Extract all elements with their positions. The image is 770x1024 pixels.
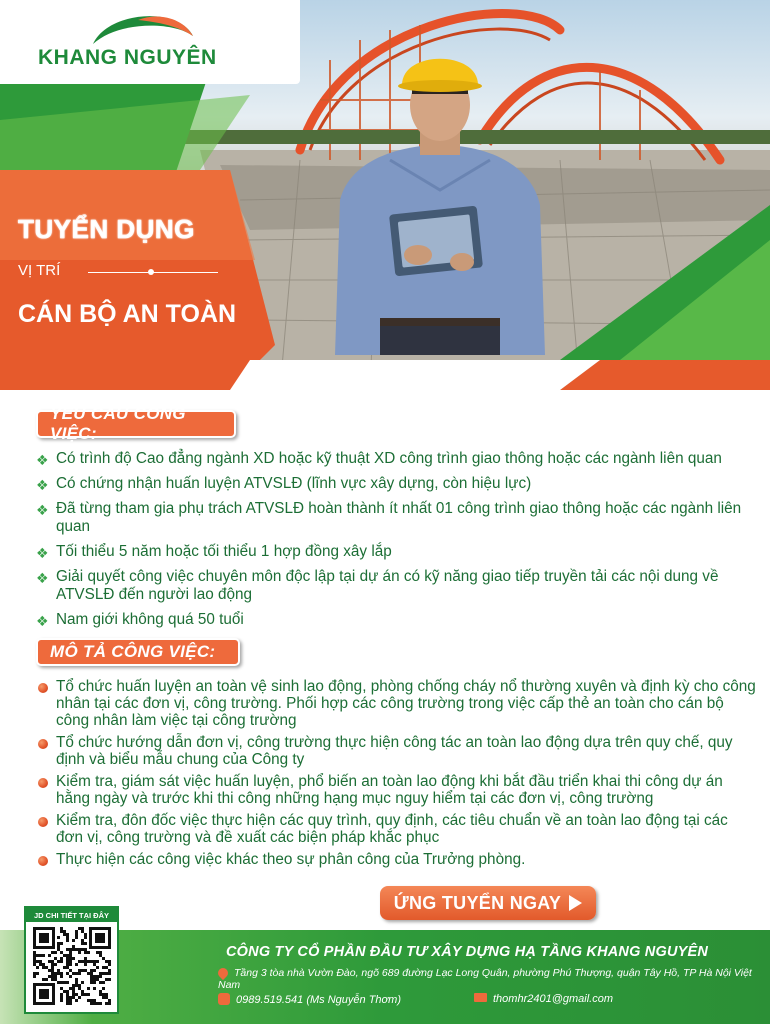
apply-now-button[interactable] [380, 886, 596, 920]
job-position-title: CÁN BỘ AN TOÀN [18, 300, 237, 328]
description-list [36, 678, 756, 873]
description-heading: MÔ TẢ CÔNG VIỆC: [36, 638, 240, 666]
list-item: ❖ Tối thiểu 5 năm hoặc tối thiểu 1 hợp đồng xây lắp [36, 543, 392, 561]
list-item: Kiểm tra, giám sát việc huấn luyện, phổ biến an toàn lao động khi bắt đầu triển khai thi công dự án hằng ngày và trước khi thi công những hạng mục nguy hiểm tại các đơn vị, công trường [36, 773, 756, 807]
requirements-heading: YÊU CẦU CÔNG VIỆC: [36, 410, 236, 438]
phone-icon [218, 993, 230, 1005]
company-logo-text: KHANG NGUYÊN [38, 46, 217, 69]
dot-bullet-icon [38, 856, 48, 866]
list-item: ❖ Nam giới không quá 50 tuổi [36, 611, 244, 629]
diamond-bullet-icon: ❖ [36, 477, 49, 493]
diamond-bullet-icon: ❖ [36, 502, 49, 518]
dot-bullet-icon [38, 778, 48, 788]
contact-email[interactable]: thomhr2401@gmail.com [474, 993, 613, 1005]
list-item: ❖ Có chứng nhận huấn luyện ATVSLĐ (lĩnh vực xây dựng, còn hiệu lực) [36, 475, 532, 493]
requirements-list [36, 450, 756, 636]
dot-bullet-icon [38, 739, 48, 749]
list-item: ❖ Giải quyết công việc chuyên môn độc lập tại dự án có kỹ năng giao tiếp truyền tải các nội dung về ATVSLĐ đến người lao động [36, 568, 719, 603]
contact-phone[interactable]: 0989.519.541 (Ms Nguyễn Thơm) [218, 993, 401, 1006]
hero-banner [0, 0, 770, 390]
company-address: Tầng 3 tòa nhà Vườn Đào, ngõ 689 đường Lạc Long Quân, phường Phú Thượng, quận Tây Hồ, TP Hà Nội Việt Nam [218, 967, 770, 991]
list-item: ❖ Có trình độ Cao đẳng ngành XD hoặc kỹ thuật XD công trình giao thông hoặc các ngành liên quan [36, 450, 722, 468]
diamond-bullet-icon: ❖ [36, 570, 49, 586]
list-item: Tổ chức huấn luyện an toàn vệ sinh lao động, phòng chống cháy nổ thường xuyên và định kỳ cho công nhân tại các đơn vị, công trường. Phối hợp các công trường trong việc cấp thẻ an toàn cho cán bộ công nhân làm việc tại công trường [36, 678, 756, 729]
qr-code-panel[interactable] [24, 906, 119, 1014]
hero-title: TUYỂN DỤNG [18, 214, 195, 244]
logo-panel [0, 0, 300, 84]
diamond-bullet-icon: ❖ [36, 545, 49, 561]
location-pin-icon [216, 966, 230, 980]
dot-bullet-icon [38, 817, 48, 827]
list-item: Thực hiện các công việc khác theo sự phân công của Trưởng phòng. [36, 851, 756, 868]
list-item: Tổ chức hướng dẫn đơn vị, công trường thực hiện công tác an toàn lao động dựa trên quy chế, quy định và biểu mẫu chung của Công ty [36, 734, 756, 768]
dot-bullet-icon [38, 683, 48, 693]
list-item: ❖ Đã từng tham gia phụ trách ATVSLĐ hoàn thành ít nhất 01 công trình giao thông hoặc các ngành liên quan [36, 500, 742, 535]
qr-label: JD CHI TIẾT TẠI ĐÂY [26, 908, 117, 922]
hero-subtitle: VỊ TRÍ [18, 262, 61, 279]
diamond-bullet-icon: ❖ [36, 452, 49, 468]
apply-now-label: ỨNG TUYỂN NGAY [393, 892, 562, 913]
divider-dot [148, 269, 154, 275]
diamond-bullet-icon: ❖ [36, 613, 49, 629]
qr-code-icon[interactable] [33, 927, 111, 1005]
list-item: Kiểm tra, đôn đốc việc thực hiện các quy trình, quy định, các tiêu chuẩn về an toàn lao động tại các đơn vị, công trường và đề xuất các biện pháp khắc phục [36, 812, 756, 846]
play-arrow-icon [569, 895, 582, 911]
mail-icon [474, 993, 487, 1002]
company-logo-icon [88, 6, 198, 46]
company-name: CÔNG TY CỔ PHẦN ĐẦU TƯ XÂY DỰNG HẠ TẦNG KHANG NGUYÊN [226, 944, 709, 960]
